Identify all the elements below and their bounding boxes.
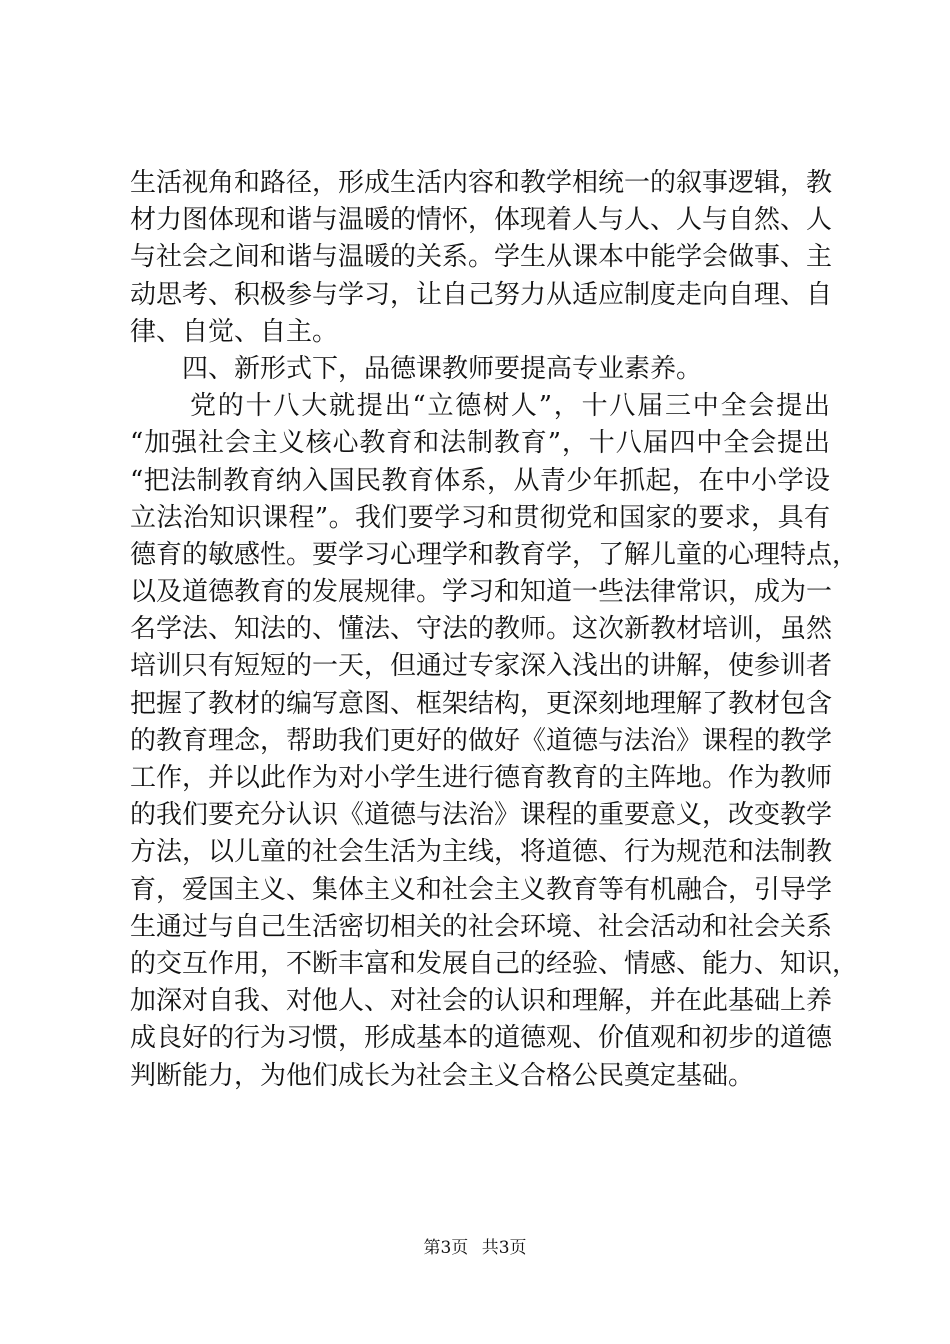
- text-line: 培训只有短短的一天，但通过专家深入浅出的讲解，使参训者: [130, 651, 833, 682]
- text-line: 律、自觉、自主。: [130, 316, 339, 347]
- text-line: 名学法、知法的、懂法、守法的教师。这次新教材培训，虽然: [130, 614, 833, 645]
- text-line: 生活视角和路径，形成生活内容和教学相统一的叙事逻辑，教: [130, 168, 833, 198]
- page-number: 第3页: [423, 1238, 469, 1258]
- text-line: 与社会之间和谐与温暖的关系。学生从课本中能学会做事、主: [130, 242, 833, 273]
- text-line: 德育的敏感性。要学习心理学和教育学，了解儿童的心理特点，: [130, 539, 859, 570]
- text-line: 的教育理念，帮助我们更好的做好《道德与法治》课程的教学: [130, 725, 833, 756]
- text-line: 成良好的行为习惯，形成基本的道德观、价值观和初步的道德: [130, 1023, 833, 1054]
- text-line: 以及道德教育的发展规律。学习和知道一些法律常识，成为一: [130, 577, 833, 608]
- body-text: [130, 165, 859, 1095]
- text-line: 方法，以儿童的社会生活为主线，将道德、行为规范和法制教: [130, 837, 833, 868]
- text-line: 加深对自我、对他人、对社会的认识和理解，并在此基础上养: [130, 986, 833, 1017]
- text-line: 生通过与自己生活密切相关的社会环境、社会活动和社会关系: [130, 911, 833, 942]
- text-line: 立法治知识课程”。我们要学习和贯彻党和国家的要求，具有: [130, 502, 830, 533]
- text-line: 工作，并以此作为对小学生进行德育教育的主阵地。作为教师: [130, 763, 833, 793]
- page-footer: [0, 1236, 950, 1260]
- text-line: 育，爱国主义、集体主义和社会主义教育等有机融合，引导学: [130, 874, 833, 905]
- text-line: 判断能力，为他们成长为社会主义合格公民奠定基础。: [130, 1060, 755, 1091]
- page-total: 共3页: [481, 1238, 527, 1258]
- text-line: 党的十八大就提出“立德树人”，十八届三中全会提出: [190, 391, 830, 422]
- text-line: 动思考、积极参与学习，让自己努力从适应制度走向自理、自: [130, 279, 833, 310]
- text-line: “加强社会主义核心教育和法制教育”，十八届四中全会提出: [130, 428, 830, 459]
- text-line: 的交互作用，不断丰富和发展自己的经验、情感、能力、知识，: [130, 948, 859, 979]
- text-line: “把法制教育纳入国民教育体系，从青少年抓起，在中小学设: [130, 465, 830, 496]
- text-line: 把握了教材的编写意图、框架结构，更深刻地理解了教材包含: [130, 688, 833, 719]
- text-line: 的我们要充分认识《道德与法治》课程的重要意义，改变教学: [130, 800, 833, 831]
- section-heading: 四、新形式下，品德课教师要提高专业素养。: [182, 353, 703, 384]
- text-line: 材力图体现和谐与温暖的情怀，体现着人与人、人与自然、人: [130, 205, 833, 236]
